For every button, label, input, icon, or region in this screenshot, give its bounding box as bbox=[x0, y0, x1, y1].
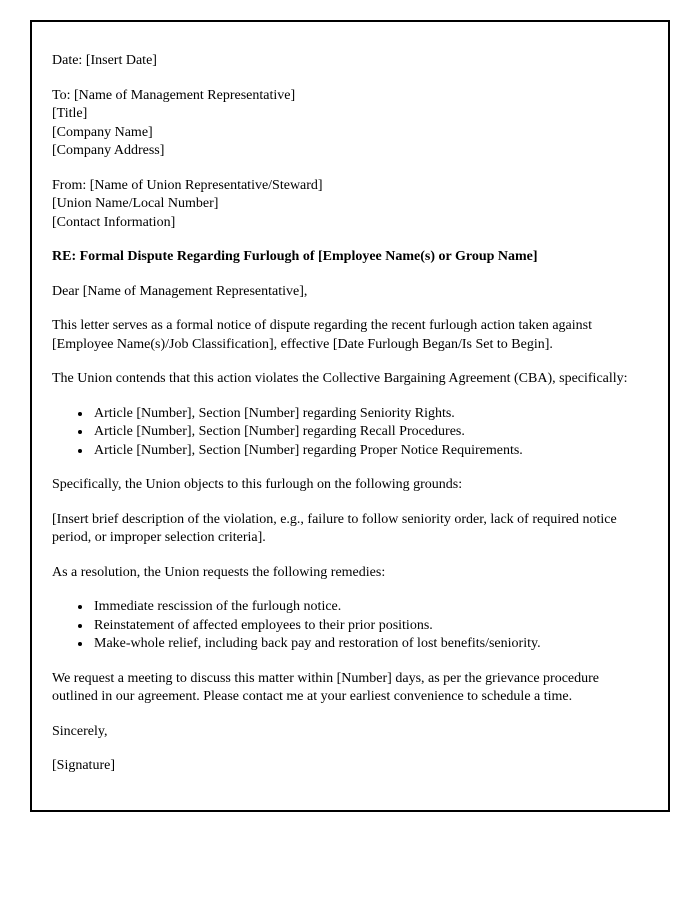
remedy-item-make-whole: • Make-whole relief, including back pay and restoration of lost benefits/seniority. bbox=[92, 635, 644, 654]
recipient-line-name: To: [Name of Management Representative] bbox=[52, 87, 296, 103]
sender-line-name: From: [Name of Union Representative/Steward] bbox=[52, 177, 323, 193]
paragraph-meeting-request: We request a meeting to discuss this matter within [Number] days, as per the grievance procedure outlined in our agreement. Please contact me at your earliest convenience to schedule a time. bbox=[52, 670, 600, 704]
violation-item-seniority: • Article [Number], Section [Number] regarding Seniority Rights. bbox=[92, 405, 644, 424]
sender-line-union: [Union Name/Local Number] bbox=[52, 196, 219, 211]
violation-item-recall: • Article [Number], Section [Number] regarding Recall Procedures. bbox=[92, 423, 644, 442]
paragraph-grounds-intro: Specifically, the Union objects to this furlough on the following grounds: bbox=[52, 477, 463, 492]
recipient-line-title: [Title] bbox=[52, 106, 88, 121]
sender-line-contact: [Contact Information] bbox=[52, 214, 176, 230]
violations-list bbox=[52, 405, 644, 461]
remedies-list bbox=[52, 598, 644, 654]
letter-document-page bbox=[30, 20, 670, 812]
paragraph-violation-description: [Insert brief description of the violation, e.g., failure to follow seniority order, lack of required notice period, or improper selection criteria]. bbox=[52, 511, 617, 545]
closing-line: Sincerely, bbox=[52, 723, 108, 739]
violation-item-notice: • Article [Number], Section [Number] regarding Proper Notice Requirements. bbox=[92, 442, 644, 461]
subject-line: RE: Formal Dispute Regarding Furlough of [Employee Name(s) or Group Name] bbox=[52, 249, 538, 264]
recipient-line-address: [Company Address] bbox=[52, 143, 165, 158]
sender-block bbox=[52, 177, 644, 233]
signature-placeholder: [Signature] bbox=[52, 758, 115, 773]
paragraph-cba-contention: The Union contends that this action violates the Collective Bargaining Agreement (CBA), specifically: bbox=[52, 371, 628, 386]
recipient-block bbox=[52, 87, 644, 161]
remedy-item-rescission: • Immediate rescission of the furlough notice. bbox=[92, 598, 644, 617]
remedy-item-reinstatement: • Reinstatement of affected employees to their prior positions. bbox=[92, 617, 644, 636]
recipient-line-company: [Company Name] bbox=[52, 124, 153, 140]
paragraph-remedies-intro: As a resolution, the Union requests the following remedies: bbox=[52, 564, 386, 580]
date-line: Date: [Insert Date] bbox=[52, 53, 157, 68]
salutation: Dear [Name of Management Representative], bbox=[52, 283, 308, 299]
paragraph-formal-notice: This letter serves as a formal notice of dispute regarding the recent furlough action taken against [Employee Name(s)/Job Classification], effective [Date Furlough Began/Is Set to Begin]. bbox=[52, 318, 592, 352]
